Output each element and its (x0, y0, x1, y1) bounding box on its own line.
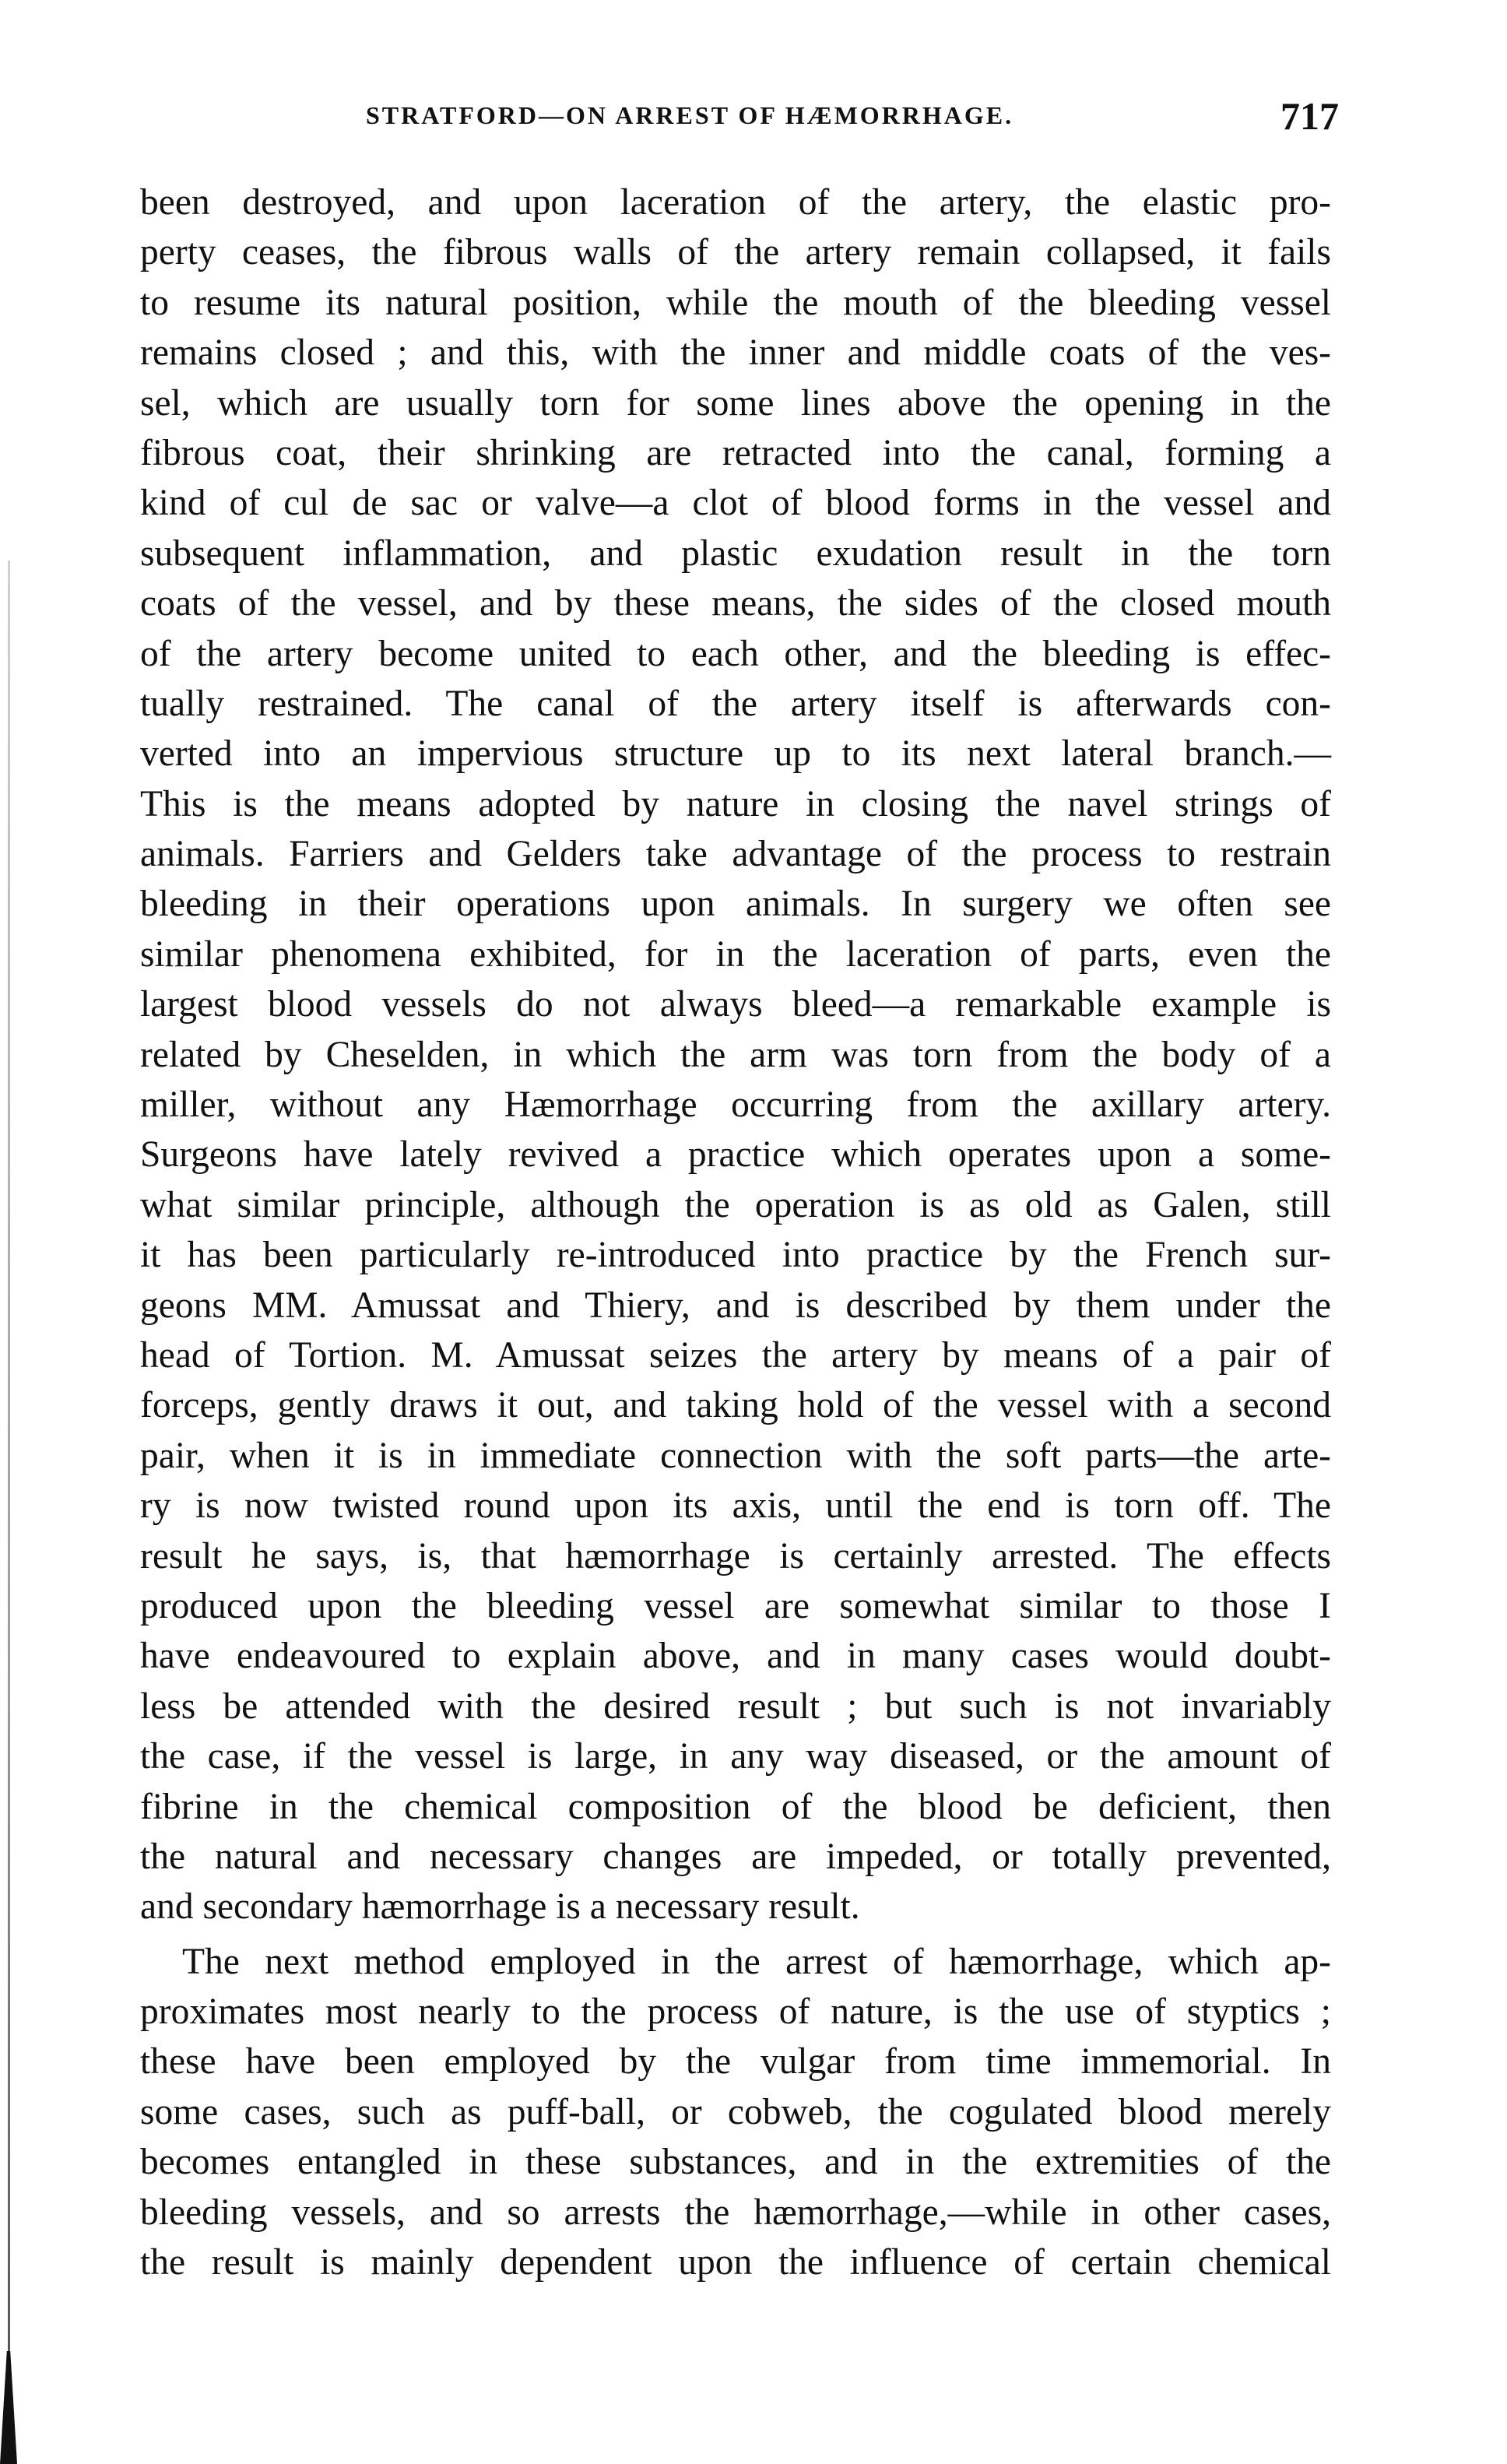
text-line: some cases, such as puff-ball, or cobweb, the cogulated blood merely (140, 2091, 1331, 2132)
paragraph-2 (140, 1937, 1331, 2288)
text-line: less be attended with the desired result ; but such is not invariably (140, 1685, 1331, 1727)
text-line: perty ceases, the fibrous walls of the artery remain collapsed, it fails (140, 232, 1331, 273)
text-line: ry is now twisted round upon its axis, until the end is torn off. The (140, 1485, 1331, 1527)
text-line: it has been particularly re-introduced into practice by the French sur- (140, 1235, 1331, 1276)
text-line: similar phenomena exhibited, for in the laceration of parts, even the (140, 933, 1331, 975)
text-line: coats of the vessel, and by these means, the sides of the closed mouth (140, 583, 1331, 624)
text-line: related by Cheselden, in which the arm was torn from the body of a (140, 1034, 1331, 1075)
text-line: the result is mainly dependent upon the influence of certain chemical (140, 2242, 1331, 2283)
text-line: produced upon the bleeding vessel are somewhat similar to those I (140, 1585, 1331, 1626)
text-line: Surgeons have lately revived a practice which operates upon a some- (140, 1134, 1331, 1176)
text-line: been destroyed, and upon laceration of the artery, the elastic pro- (140, 182, 1331, 223)
text-line: fibrous coat, their shrinking are retracted into the canal, forming a (140, 432, 1331, 473)
text-line: becomes entangled in these substances, and in the extremities of the (140, 2142, 1331, 2183)
page-number: 717 (1280, 94, 1339, 138)
text-line: miller, without any Hæmorrhage occurring from the axillary artery. (140, 1084, 1331, 1126)
running-title: STRATFORD—ON ARREST OF HÆMORRHAGE. (366, 101, 1014, 129)
text-line: and secondary hæmorrhage is a necessary result. (140, 1886, 860, 1928)
text-line: remains closed ; and this, with the inner and middle coats of the ves- (140, 332, 1331, 374)
body-text (140, 178, 1331, 2287)
text-line: kind of cul de sac or valve—a clot of blood forms in the vessel and (140, 483, 1331, 524)
text-line: head of Tortion. M. Amussat seizes the artery by means of a pair of (140, 1334, 1331, 1376)
text-line: forceps, gently draws it out, and taking hold of the vessel with a second (140, 1385, 1331, 1426)
text-line: pair, when it is in immediate connection with the soft parts—the arte- (140, 1435, 1331, 1476)
text-line: proximates most nearly to the process of nature, is the use of styptics ; (140, 1991, 1331, 2033)
text-line: animals. Farriers and Gelders take advantage of the process to restrain (140, 834, 1331, 875)
text-line: geons MM. Amussat and Thiery, and is described by them under the (140, 1285, 1331, 1326)
text-line: sel, which are usually torn for some lines above the opening in the (140, 382, 1331, 424)
text-line: The next method employed in the arrest of hæmorrhage, which ap- (182, 1941, 1331, 1982)
text-line: of the artery become united to each other, and the bleeding is effec- (140, 633, 1331, 674)
text-line: result he says, is, that hæmorrhage is certainly arrested. The effects (140, 1535, 1331, 1576)
text-line: what similar principle, although the operation is as old as Galen, still (140, 1184, 1331, 1225)
text-line: verted into an impervious structure up to its next lateral branch.— (140, 733, 1331, 775)
binding-mark (0, 2351, 17, 2464)
text-line: tually restrained. The canal of the artery itself is afterwards con- (140, 683, 1331, 724)
text-line: fibrine in the chemical composition of the blood be deficient, then (140, 1786, 1331, 1827)
text-line: the natural and necessary changes are impeded, or totally prevented, (140, 1836, 1331, 1877)
text-line: have endeavoured to explain above, and in many cases would doubt- (140, 1636, 1331, 1677)
running-header (140, 93, 1354, 140)
text-line: This is the means adopted by nature in closing the navel strings of (140, 783, 1331, 824)
paragraph-1 (140, 178, 1331, 1932)
text-line: subsequent inflammation, and plastic exudation result in the torn (140, 533, 1331, 574)
text-line: to resume its natural position, while the mouth of the bleeding vessel (140, 282, 1331, 323)
text-line: largest blood vessels do not always bleed—a remarkable example is (140, 984, 1331, 1025)
text-line: bleeding in their operations upon animals. In surgery we often see (140, 884, 1331, 925)
text-line: the case, if the vessel is large, in any way diseased, or the amount of (140, 1736, 1331, 1777)
text-line: these have been employed by the vulgar from time immemorial. In (140, 2041, 1331, 2083)
page-edge-shadow (8, 561, 10, 2464)
text-line: bleeding vessels, and so arrests the hæmorrhage,—while in other cases, (140, 2192, 1331, 2233)
